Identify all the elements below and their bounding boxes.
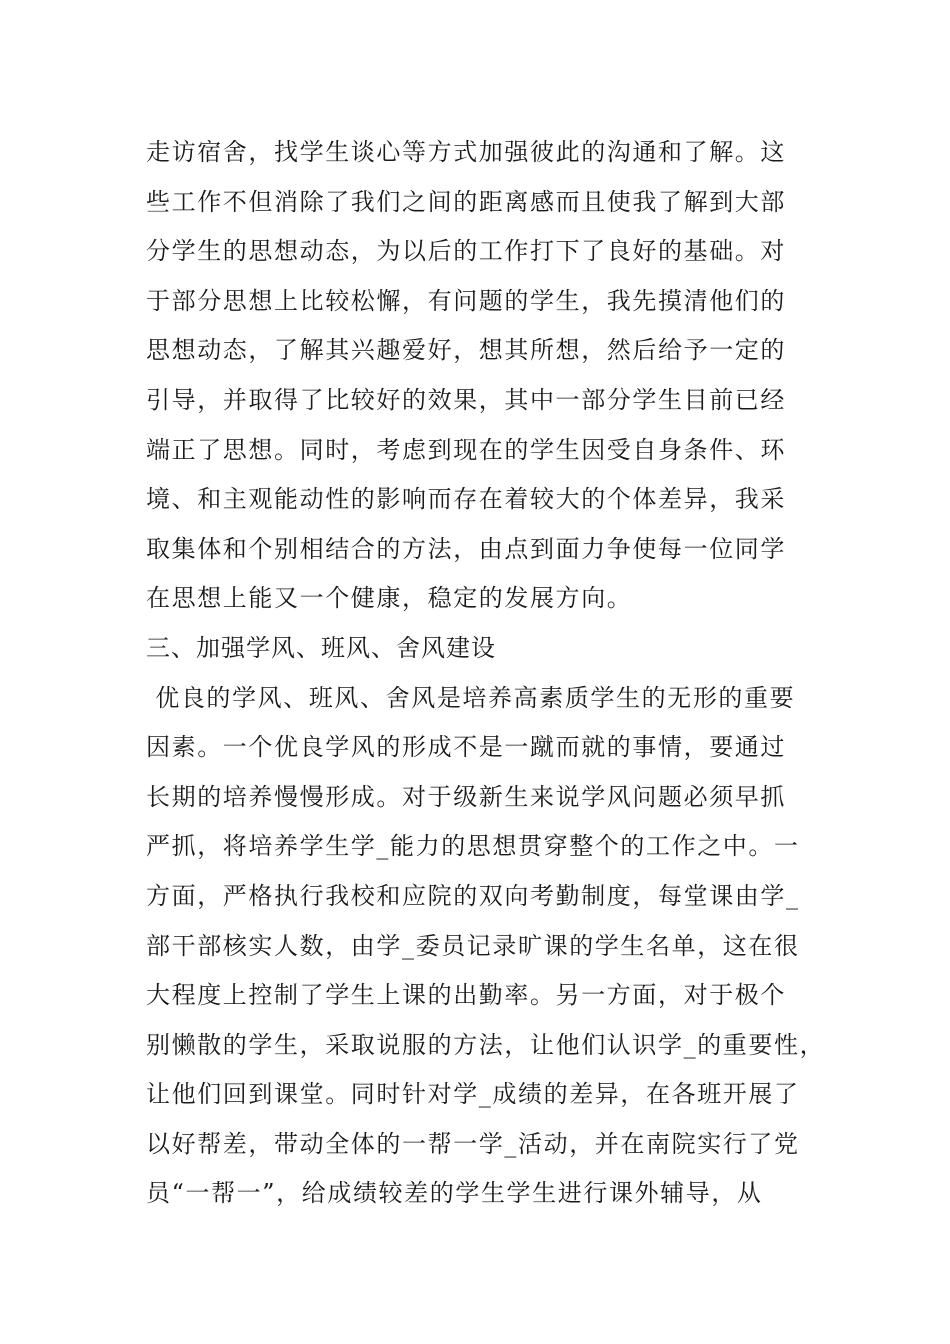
document-body [146, 128, 826, 1219]
text-line: 长期的培养慢慢形成。对于级新生来说学风问题必须早抓 [146, 782, 786, 811]
text-line: 走访宿舍，找学生谈心等方式加强彼此的沟通和了解。这 [146, 138, 786, 166]
text-line: 境、和主观能动性的影响而存在着较大的个体差异，我采 [146, 485, 786, 514]
text-line: 些工作不但消除了我们之间的距离感而且使我了解到大部 [146, 187, 786, 216]
text-line: 因素。一个优良学风的形成不是一蹴而就的事情，要通过 [146, 733, 786, 762]
text-line: 大程度上控制了学生上课的出勤率。另一方面，对于极个 [146, 981, 786, 1010]
text-line: 部干部核实人数，由学_委员记录旷课的学生名单，这在很 [146, 931, 800, 960]
text-line: 优良的学风、班风、舍风是培养高素质学生的无形的重要 [146, 683, 796, 712]
section-heading: 三、加强学风、班风、舍风建设 [146, 633, 496, 662]
text-line: 取集体和个别相结合的方法，由点到面力争使每一位同学 [146, 534, 786, 563]
text-line: 端正了思想。同时，考虑到现在的学生因受自身条件、环 [146, 435, 786, 464]
text-line: 员“一帮一”，给成绩较差的学生学生进行课外辅导，从 [146, 1179, 763, 1208]
text-line: 引导，并取得了比较好的效果，其中一部分学生目前已经 [146, 385, 786, 414]
text-line: 别懒散的学生，采取说服的方法，让他们认识学_的重要性， [146, 1030, 826, 1059]
text-line: 于部分思想上比较松懈，有问题的学生，我先摸清他们的 [146, 286, 786, 315]
text-line: 分学生的思想动态，为以后的工作打下了良好的基础。对 [146, 237, 786, 266]
text-line: 在思想上能又一个健康，稳定的发展方向。 [146, 584, 633, 613]
text-line: 方面，严格执行我校和应院的双向考勤制度，每堂课由学_ [146, 881, 800, 910]
text-line: 思想动态，了解其兴趣爱好，想其所想，然后给予一定的 [146, 336, 786, 365]
text-line: 让他们回到课堂。同时针对学_成绩的差异，在各班开展了 [146, 1080, 800, 1109]
text-line: 以好帮差，带动全体的一帮一学_活动，并在南院实行了党 [146, 1129, 800, 1158]
text-line: 严抓，将培养学生学_能力的思想贯穿整个的工作之中。一 [146, 832, 800, 861]
